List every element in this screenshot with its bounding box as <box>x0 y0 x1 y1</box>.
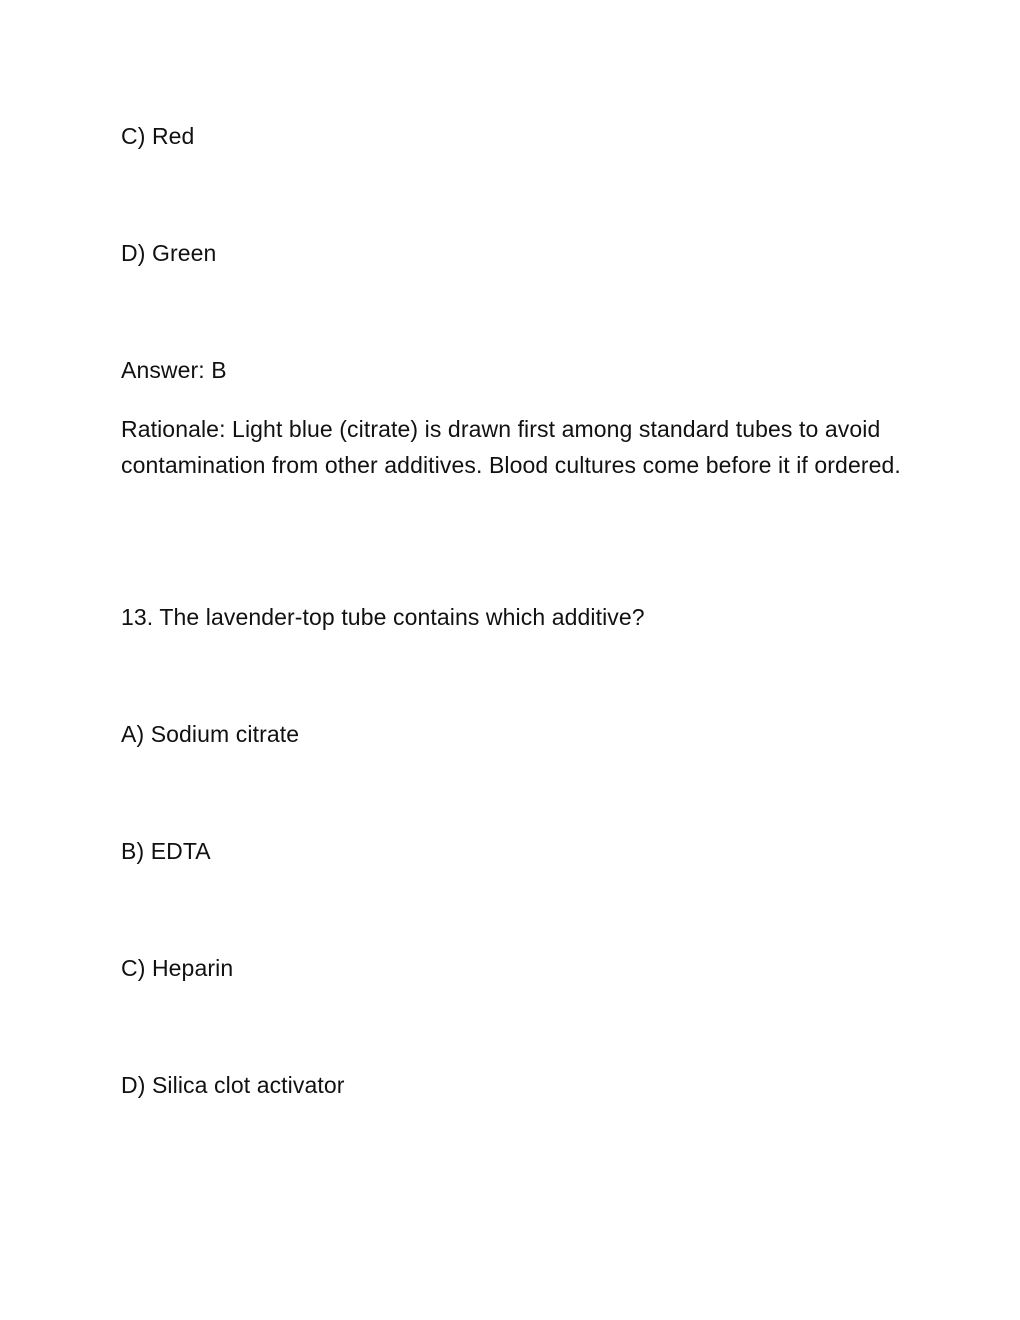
prev-option-d: D) Green <box>121 240 217 266</box>
prev-answer: Answer: B <box>121 357 227 383</box>
prev-rationale: Rationale: Light blue (citrate) is drawn first among standard tubes to avoid contamination from other additives. Blood cultures come before it if ordered. <box>121 416 901 478</box>
question-13-option-d: D) Silica clot activator <box>121 1072 345 1098</box>
question-13-option-c: C) Heparin <box>121 955 234 981</box>
question-13-option-a: A) Sodium citrate <box>121 721 300 747</box>
question-13-prompt: 13. The lavender-top tube contains which additive? <box>121 604 645 630</box>
prev-option-c: C) Red <box>121 123 195 149</box>
question-13-option-b: B) EDTA <box>121 838 211 864</box>
